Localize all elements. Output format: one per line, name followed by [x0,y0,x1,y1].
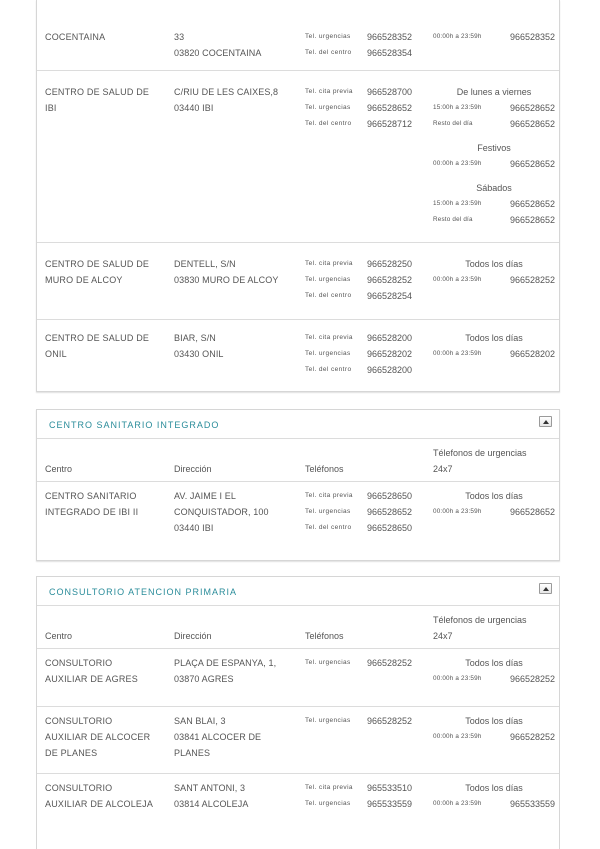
table-row [37,71,559,243]
phone-number[interactable]: 966528254 [367,291,413,301]
centro-name: CONSULTORIO AUXILIAR DE ALCOLEJA [45,783,154,809]
column-header-urgencias: Télefonos de urgencias 24x7 [433,448,527,474]
table-row [37,649,559,707]
centro-name: CENTRO DE SALUD DE IBI [45,87,150,113]
phone-list: Tel. cita previa 966528650 Tel. urgencias 966528652 Tel. del centro 966528650 [305,488,425,536]
table-row [37,482,559,560]
phone-number[interactable]: 966528652 [509,507,555,517]
centros-salud-table [36,0,560,392]
centro-name: COCENTAINA [45,32,106,42]
column-header-centro: Centro [45,464,73,474]
urgencias-info: Todos los días 00:00h a 23:59h 966528252 [433,256,555,288]
phone-number[interactable]: 966528650 [367,491,413,501]
phone-number[interactable]: 965533559 [367,799,413,809]
urgencias-info: Todos los días 00:00h a 23:59h 966528252 [433,713,555,745]
centro-address: C/RIU DE LES CAIXES,8 03440 IBI [174,87,279,113]
column-header-telefonos: Teléfonos [305,464,344,474]
section-centro-sanitario-integrado [36,409,560,561]
collapse-button[interactable] [539,583,552,594]
centro-address: SANT ANTONI, 3 03814 ALCOLEJA [174,783,249,809]
centro-address: PLAÇA DE ESPANYA, 1, 03870 AGRES [174,658,277,684]
section-consultorio-atencion-primaria [36,576,560,849]
phone-list: Tel. urgencias 966528352 Tel. del centro 966528354 [305,29,425,61]
phone-list: Tel. urgencias 966528252 [305,655,425,671]
centro-name: CENTRO DE SALUD DE MURO DE ALCOY [45,259,150,285]
table-row [37,707,559,774]
centro-name: CONSULTORIO AUXILIAR DE AGRES [45,658,138,684]
phone-number[interactable]: 966528200 [367,333,413,343]
phone-number[interactable]: 966528252 [509,674,555,684]
urgencias-info: Todos los días 00:00h a 23:59h 966528652 [433,488,555,520]
phone-list: Tel. cita previa 966528200 Tel. urgencias 966528202 Tel. del centro 966528200 [305,330,425,378]
urgencias-info: Todos los días 00:00h a 23:59h 966528202 [433,330,555,362]
centro-name: CENTRO DE SALUD DE ONIL [45,333,150,359]
centro-name: CENTRO SANITARIO INTEGRADO DE IBI II [45,491,139,517]
phone-number[interactable]: 966528200 [367,365,413,375]
phone-number[interactable]: 965533559 [509,799,555,809]
phone-list: Tel. urgencias 966528252 [305,713,425,729]
centro-name: CONSULTORIO AUXILIAR DE ALCOCER DE PLANES [45,716,151,758]
table-header [37,606,559,649]
column-header-direccion: Dirección [174,631,212,641]
phone-number[interactable]: 966528650 [367,523,413,533]
phone-number[interactable]: 966528652 [367,103,413,113]
phone-list: Tel. cita previa 966528250 Tel. urgencias 966528252 Tel. del centro 966528254 [305,256,425,304]
phone-number[interactable]: 966528652 [509,159,555,169]
phone-number[interactable]: 966528652 [509,199,555,209]
phone-number[interactable]: 966528652 [367,507,413,517]
phone-number[interactable]: 966528354 [367,48,413,58]
collapse-up-icon [543,420,549,424]
centro-address: SAN BLAI, 3 03841 ALCOCER DE PLANES [174,716,262,758]
phone-number[interactable]: 966528700 [367,87,413,97]
centro-address: BIAR, S/N 03430 ONIL [174,333,224,359]
section-header [37,577,559,606]
centro-address: AV. JAIME I EL CONQUISTADOR, 100 03440 IBI [174,491,269,533]
table-row [37,243,559,320]
phone-number[interactable]: 966528652 [509,215,555,225]
column-header-telefonos: Teléfonos [305,631,344,641]
column-header-centro: Centro [45,631,73,641]
table-row [37,774,559,824]
phone-number[interactable]: 965533510 [367,783,413,793]
table-row [37,0,559,71]
section-title: CONSULTORIO ATENCION PRIMARIA [49,587,238,597]
phone-number[interactable]: 966528352 [367,32,413,42]
phone-list: Tel. cita previa 966528700 Tel. urgencias 966528652 Tel. del centro 966528712 [305,84,425,132]
urgencias-info: 00:00h a 23:59h 966528352 [433,29,555,45]
phone-number[interactable]: 966528250 [367,259,413,269]
phone-list: Tel. cita previa 965533510 Tel. urgencias 965533559 [305,780,425,812]
phone-number[interactable]: 966528252 [509,732,555,742]
collapse-up-icon [543,587,549,591]
column-header-urgencias: Télefonos de urgencias 24x7 [433,615,527,641]
section-header [37,410,559,439]
centro-address: 33 03820 COCENTAINA [174,32,262,58]
phone-number[interactable]: 966528252 [367,275,413,285]
phone-number[interactable]: 966528252 [367,658,413,668]
phone-number[interactable]: 966528252 [367,716,413,726]
phone-number[interactable]: 966528712 [367,119,413,129]
collapse-button[interactable] [539,416,552,427]
phone-number[interactable]: 966528652 [509,119,555,129]
urgencias-info: Todos los días 00:00h a 23:59h 966528252 [433,655,555,687]
urgencias-info: Todos los días 00:00h a 23:59h 965533559 [433,780,555,812]
phone-number[interactable]: 966528252 [509,275,555,285]
column-header-direccion: Dirección [174,464,212,474]
table-row [37,320,559,394]
phone-number[interactable]: 966528202 [367,349,413,359]
centro-address: DENTELL, S/N 03830 MURO DE ALCOY [174,259,279,285]
table-header [37,439,559,482]
urgencias-info: De lunes a viernes 15:00h a 23:59h 966528652 Resto del día 966528652 Festivos 00:00h a 23:59h 966528652 Sábados 15:00h a 23:59h 966528652 Resto del día 966528652 [433,84,555,228]
phone-number[interactable]: 966528202 [509,349,555,359]
section-title: CENTRO SANITARIO INTEGRADO [49,420,220,430]
phone-number[interactable]: 966528352 [509,32,555,42]
phone-number[interactable]: 966528652 [509,103,555,113]
